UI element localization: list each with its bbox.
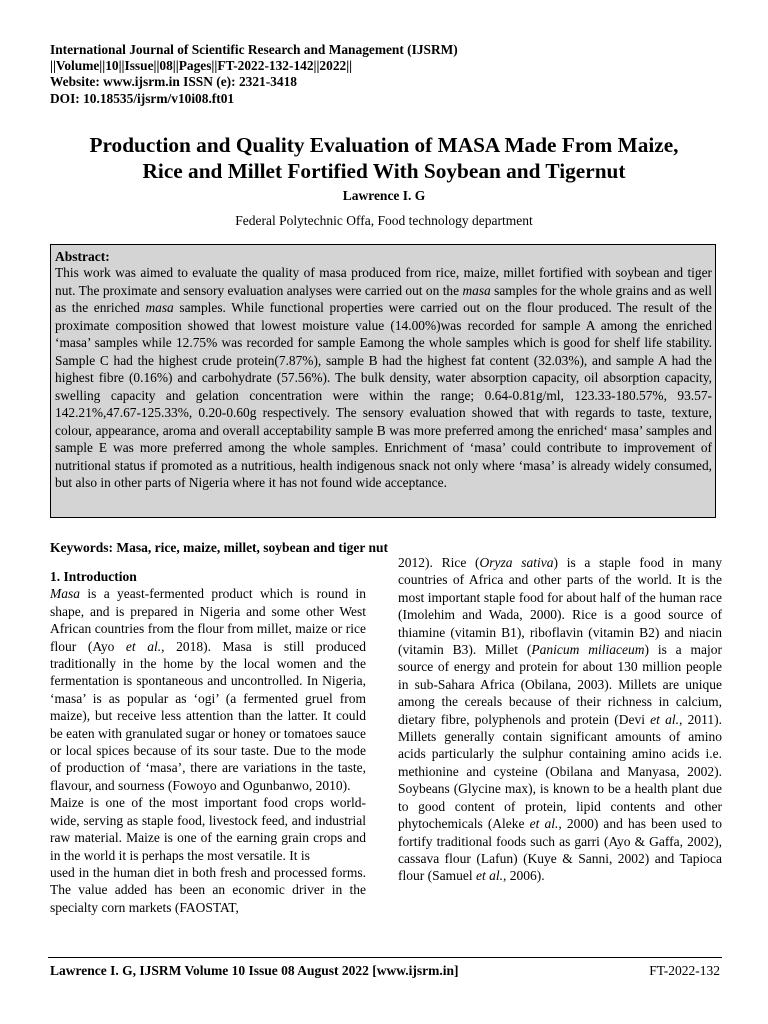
intro-paragraph-continued — [398, 554, 722, 885]
footer-page-id: FT-2022-132 — [649, 963, 720, 978]
abstract-text-part: samples. While functional properties were carried out on the flour produced. The result of the proximate composition showed that lowest moisture value (14.00%)was recorded for sample A among the enriched ‘masa’ samples while 12.75% was recorded for sample Eamong the whole samples which is good for shelf life stability. Sample C had the highest crude protein(7.87%), sample B had the highest fat content (32.03%), and sample A had the highest fibre (0.16%) and carbohydrate (57.56%). The bulk density, water absorption capacity, oil absorption capacity, swelling capacity and gelation concentration were within the range; 0.64-0.81g/ml, 123.33-180.57%, 93.57-142.21%,47.67-125.33%, 0.20-0.60g respectively. The sensory evaluation showed that with regards to taste, texture, colour, appearance, aroma and overall acceptability sample B was more preferred among the enriched‘ masa’ samples and sample E was more preferred among the whole samples. Enrichment of ‘masa’ could contribute to improvement of nutritional status if promoted as a nutritious, health indigenous snack not only where ‘masa’ is already widely consumed, but also in other parts of Nigeria where it has not found wide acceptance. — [55, 300, 712, 490]
paper-title — [40, 132, 728, 184]
keywords: Keywords: Masa, rice, maize, millet, soybean and tiger nut — [50, 540, 388, 555]
intro-paragraph-3: used in the human diet in both fresh and processed forms. The value added has been an economic driver in the specialty corn markets (FAOSTAT, — [50, 864, 366, 915]
paragraph-text: ) is a major source of energy and protein for about 130 million people in sub-Sahara Africa (Obilana, 2003). Millets are unique among the cereals because of their richness in calcium, dietary fibre, polyphenols and protein (Devi — [398, 642, 722, 727]
italic-term: et al., — [125, 638, 165, 654]
left-column — [50, 568, 366, 916]
website-issn: Website: www.ijsrm.in ISSN (e): 2321-3418 — [50, 74, 297, 90]
paragraph-text: 2011). Millets generally contain significant amounts of amino acids particularly the sulphur containing amino acids i.e. methionine and cysteine (Obilana and Manyasa, 2002). Soybeans (Glycine max), is known to be a health plant due to good content of protein, lipid contents and other phytochemicals (Aleke — [398, 711, 723, 832]
intro-paragraph-1 — [50, 585, 366, 794]
italic-term: et al., — [475, 868, 507, 884]
section-heading: 1. Introduction — [50, 569, 137, 584]
italic-term: Masa — [50, 586, 80, 602]
abstract-box — [50, 244, 716, 518]
paragraph-text: 2006). — [506, 868, 545, 884]
title-line-1: Production and Quality Evaluation of MASA Made From Maize, — [89, 133, 679, 157]
abstract-text-part: samples for the whole grains and as well as the enriched — [55, 282, 712, 315]
intro-paragraph-2: Maize is one of the most important food crops world-wide, serving as staple food, livestock feed, and industrial raw material. Maize is one of the earning grain crops and in the world it is perhaps the most versatile. It is — [50, 795, 366, 863]
footer-citation: Lawrence I. G, IJSRM Volume 10 Issue 08 August 2022 [www.ijsrm.in] — [50, 963, 459, 978]
paragraph-text: 2018). Masa is still produced traditionally in the home by the local women and the fermentation is spontaneous and uncontrolled. In Nigeria, ‘masa’ is as popular as ‘ogi’ (a fermented gruel from maize), but receive less attention than the latter. It could be eaten with granulated sugar or honey or tomatoes sauce or local spices because of its sour taste. Due to the mode of production of ‘masa’, there are variations in the taste, flavour, and sourness (Fowoyo and Ogunbanwo, 2010). — [50, 638, 367, 793]
italic-term: et al., — [650, 711, 683, 727]
title-line-2: Rice and Millet Fortified With Soybean and Tigernut — [142, 159, 626, 183]
paragraph-text: 2012). Rice ( — [398, 555, 480, 570]
journal-header — [50, 42, 730, 107]
abstract-heading: Abstract: — [55, 249, 110, 264]
italic-term: et al., — [529, 816, 562, 832]
right-column — [398, 554, 722, 885]
abstract-italic-term: masa — [462, 282, 491, 298]
footer-divider — [48, 957, 722, 958]
paragraph-text: is a yeast-fermented product which is round in shape, and is prepared in Nigeria and some other West African countries from the flour from millet, maize or rice flour (Ayo — [50, 586, 366, 654]
paragraph-text: 2000) and has been used to fortify traditional foods such as garri (Ayo & Gaffa, 2002), cassava flour (Lafun) (Kuye & Sanni, 2002) and Tapioca flour (Samuel — [398, 816, 722, 884]
italic-term: Oryza sativa — [479, 555, 554, 570]
doi: DOI: 10.18535/ijsrm/v10i08.ft01 — [50, 90, 235, 106]
journal-name: International Journal of Scientific Research and Management (IJSRM) — [50, 42, 458, 57]
author-affiliation: Federal Polytechnic Offa, Food technology department — [235, 213, 533, 228]
italic-term: Panicum miliaceum — [531, 642, 645, 658]
abstract-text-part: This work was aimed to evaluate the quality of masa produced from rice, maize, millet fortified with soybean and tiger nut. The proximate and sensory evaluation analyses were carried out on the — [55, 265, 712, 298]
author-name: Lawrence I. G — [342, 188, 426, 203]
abstract-text — [55, 264, 712, 492]
paragraph-text: ) is a staple food in many countries of Africa and other parts of the world. It is the most important staple food for about half of the human race (Imolehim and Wada, 2000). Rice is a good source of thiamine (vitamin B1), riboflavin (vitamin B2) and niacin (vitamin B3). Millet ( — [398, 555, 722, 658]
abstract-italic-term: masa — [145, 300, 174, 315]
volume-info: ||Volume||10||Issue||08||Pages||FT-2022-132-142||2022|| — [50, 58, 353, 74]
